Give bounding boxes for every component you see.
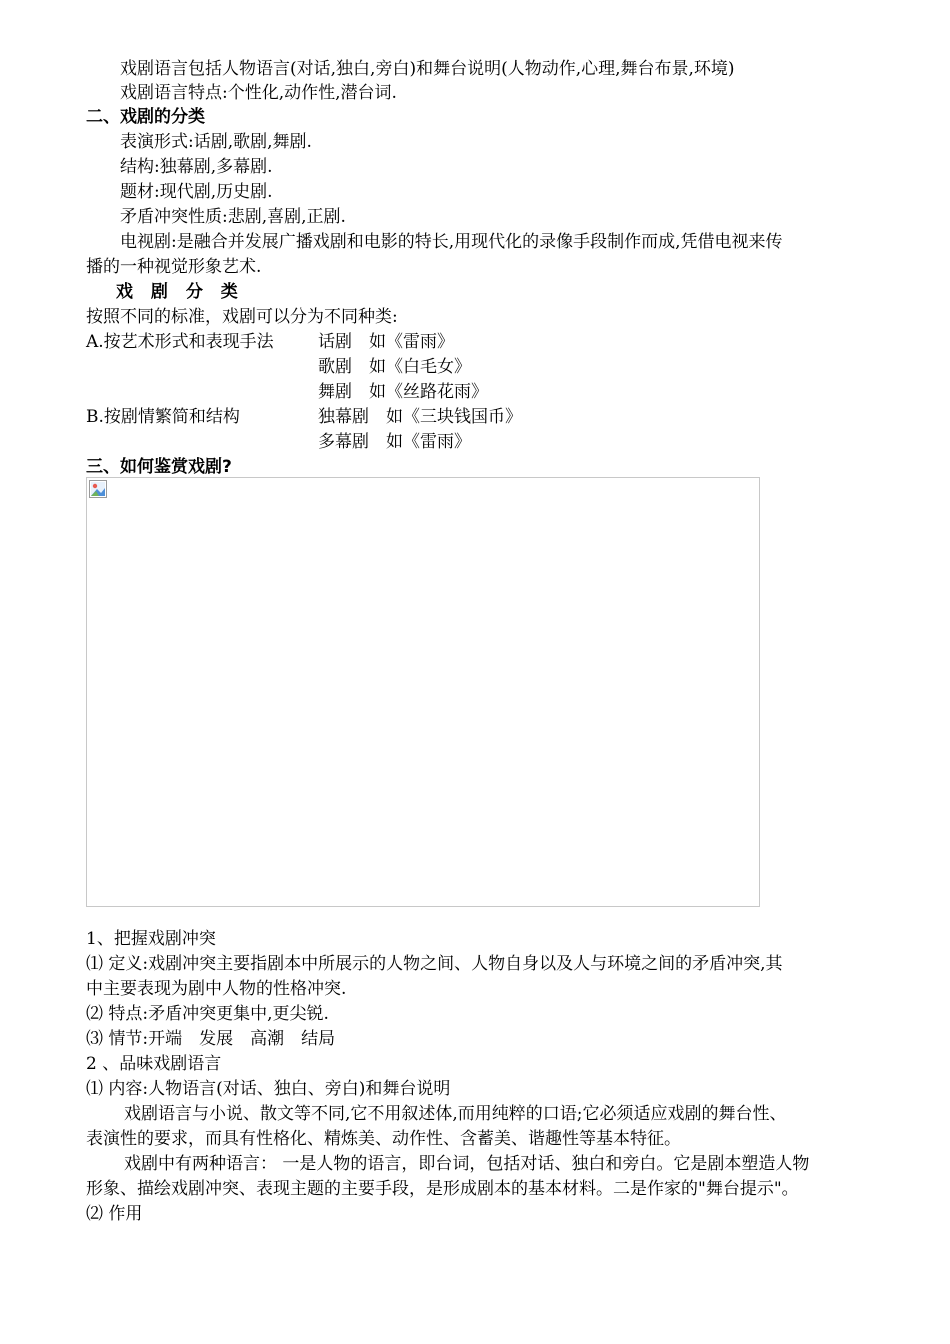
category-b-item-one-act: 独幕剧 如《三块钱国币》 [318,407,522,427]
conflict-definition-line2: 中主要表现为剧中人物的性格冲突. [86,979,347,999]
category-b-item-multi-act: 多幕剧 如《雷雨》 [318,432,471,452]
language-content: ⑴ 内容:人物语言(对话、独白、旁白)和舞台说明 [86,1079,451,1099]
missing-image-placeholder [86,477,760,907]
category-b-label: B.按剧情繁简和结构 [86,407,240,427]
point-2-drama-language: 2 、品味戏剧语言 [86,1054,222,1074]
section-heading-appreciation: 三、如何鉴赏戏剧? [86,457,232,477]
category-a-item-opera: 歌剧 如《白毛女》 [318,357,471,377]
drama-language-features: 戏剧语言特点:个性化,动作性,潜台词. [120,83,397,103]
category-a-item-spoken-drama: 话剧 如《雷雨》 [318,332,454,352]
tv-drama-definition-line2: 播的一种视觉形象艺术. [86,257,262,277]
category-a-label: A.按艺术形式和表现手法 [86,332,274,352]
section-heading-classification: 二、戏剧的分类 [86,107,205,127]
two-languages-line2: 形象、描绘戏剧冲突、表现主题的主要手段，是形成剧本的基本材料。二是作家的"舞台提示"。 [86,1179,799,1199]
classification-performance-form: 表演形式:话剧,歌剧,舞剧. [120,132,312,152]
classification-intro: 按照不同的标准，戏剧可以分为不同种类: [86,307,398,327]
language-comparison-line2: 表演性的要求，而具有性格化、精炼美、动作性、含蓄美、谐趣性等基本特征。 [86,1129,681,1149]
classification-subject: 题材:现代剧,历史剧. [120,182,273,202]
conflict-definition-line1: ⑴ 定义:戏剧冲突主要指剧本中所展示的人物之间、人物自身以及人与环境之间的矛盾冲突,其 [86,954,783,974]
point-1-grasp-conflict: 1、把握戏剧冲突 [86,929,216,949]
drama-language-components: 戏剧语言包括人物语言(对话,独白,旁白)和舞台说明(人物动作,心理,舞台布景,环境) [120,59,735,79]
two-languages-line1: 戏剧中有两种语言： 一是人物的语言，即台词，包括对话、独白和旁白。它是剧本塑造人物 [124,1154,810,1174]
classification-conflict-nature: 矛盾冲突性质:悲剧,喜剧,正剧. [120,207,346,227]
tv-drama-definition-line1: 电视剧:是融合并发展广播戏剧和电影的特长,用现代化的录像手段制作而成,凭借电视来传 [120,232,783,252]
broken-image-icon [89,480,107,498]
language-comparison-line1: 戏剧语言与小说、散文等不同,它不用叙述体,而用纯粹的口语;它必须适应戏剧的舞台性、 [124,1104,787,1124]
conflict-features: ⑵ 特点:矛盾冲突更集中,更尖锐. [86,1004,329,1024]
conflict-plot-stages: ⑶ 情节:开端 发展 高潮 结局 [86,1029,336,1049]
subheading-drama-classification: 戏 剧 分 类 [116,282,244,302]
classification-structure: 结构:独幕剧,多幕剧. [120,157,273,177]
language-function-heading: ⑵ 作用 [86,1204,143,1224]
category-a-item-dance-drama: 舞剧 如《丝路花雨》 [318,382,488,402]
